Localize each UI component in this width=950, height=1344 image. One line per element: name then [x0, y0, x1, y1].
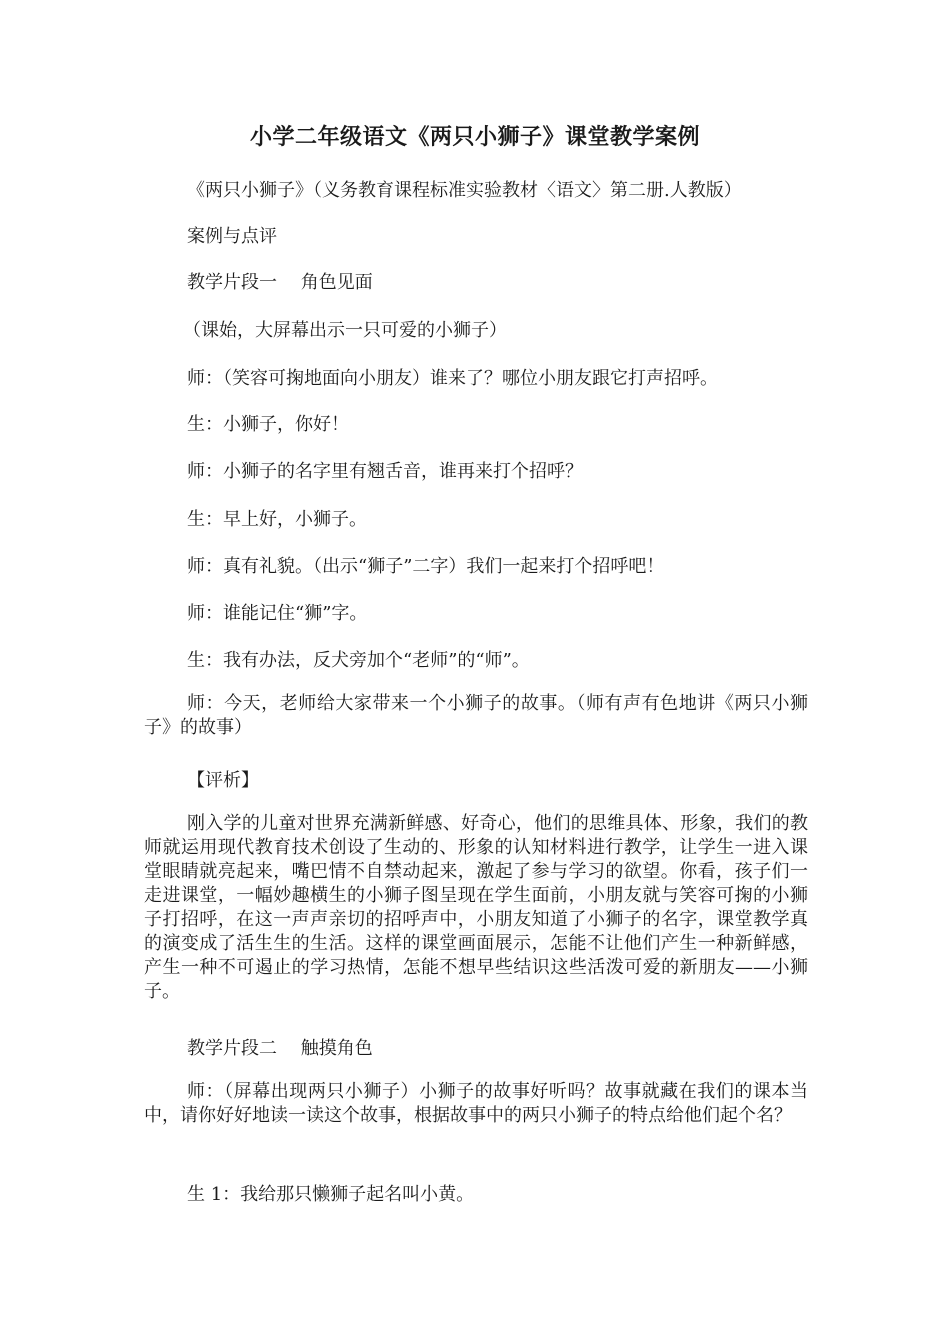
analysis-paragraph: 刚入学的儿童对世界充满新鲜感、好奇心，他们的思维具体、形象，我们的教师就运用现代教育技术创设了生动的、形象的认知材料进行教学，让学生一进入课堂眼睛就亮起来，嘴巴情不自禁动起来，激起了参与学习的欲望。你看，孩子们一走进课堂，一幅妙趣横生的小狮子图呈现在学生面前，小朋友就与笑容可掬的小狮子打招呼，在这一声声亲切的招呼声中，小朋友知道了小狮子的名字，课堂教学真的演变成了活生生的生活。这样的课堂画面展示，怎能不让他们产生一种新鲜感，产生一种不可遏止的学习热情，怎能不想早些结识这些活泼可爱的新朋友——小狮子。	[144, 813, 808, 1002]
dialogue-line: 师：真有礼貌。（出示“狮子”二字）我们一起来打个招呼吧！	[187, 556, 665, 577]
case-heading: 案例与点评	[187, 226, 277, 247]
dialogue-line: 生：小狮子，你好！	[187, 414, 349, 435]
segment-two-paragraph: 师：（屏幕出现两只小狮子）小狮子的故事好听吗？故事就藏在我们的课本当中，请你好好地读一读这个故事，根据故事中的两只小狮子的特点给他们起个名？	[144, 1081, 808, 1126]
classroom-stage-direction: （课始，大屏幕出示一只可爱的小狮子）	[183, 320, 507, 341]
dialogue-line: 师：谁能记住“狮”字。	[187, 603, 368, 624]
dialogue-line: 师：（笑容可掬地面向小朋友）谁来了？哪位小朋友跟它打声招呼。	[187, 368, 718, 389]
dialogue-line: 生：我有办法，反犬旁加个“老师”的“师”。	[187, 650, 530, 671]
textbook-source: 《两只小狮子》（义务教育课程标准实验教材〈语文〉第二册.人教版）	[187, 180, 742, 201]
segment-two-heading: 教学片段二 触摸角色	[187, 1038, 373, 1059]
analysis-heading: 【评析】	[187, 770, 259, 791]
dialogue-line: 生：早上好，小狮子。	[187, 509, 367, 530]
story-paragraph: 师：今天，老师给大家带来一个小狮子的故事。（师有声有色地讲《两只小狮子》的故事）	[144, 693, 808, 738]
student-answer-line: 生 1：我给那只懒狮子起名叫小黄。	[187, 1184, 475, 1205]
document-title: 小学二年级语文《两只小狮子》课堂教学案例	[249, 124, 700, 150]
segment-one-heading: 教学片段一 角色见面	[187, 272, 373, 293]
dialogue-line: 师：小狮子的名字里有翘舌音，谁再来打个招呼？	[187, 461, 583, 482]
